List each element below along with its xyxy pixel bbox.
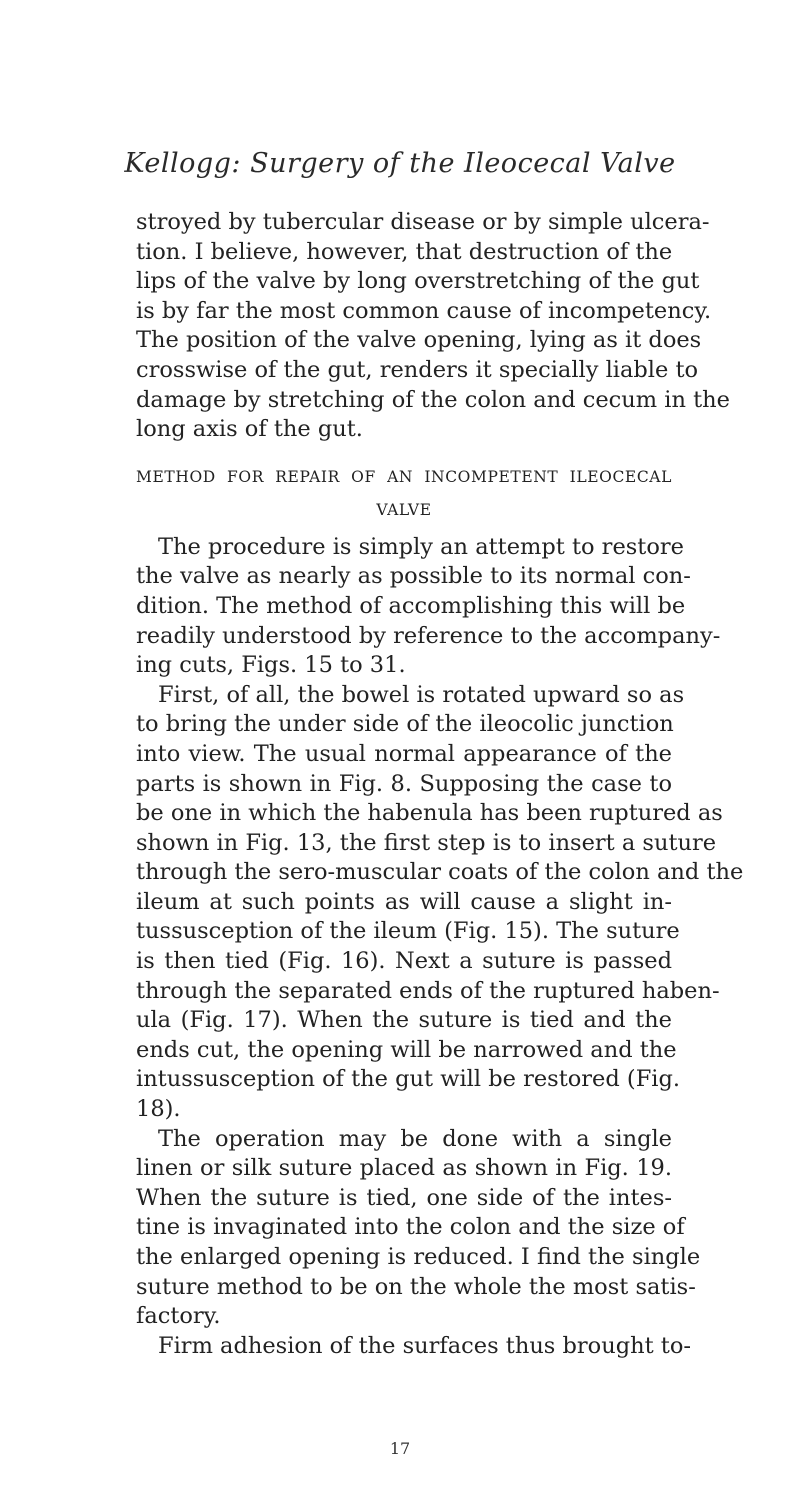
text-line: ends cut, the opening will be narrowed and the [136,1036,677,1063]
text-line: shown in Fig. 13, the first step is to insert a suture [136,829,717,856]
text-line: ing cuts, Figs. 15 to 31. [136,652,406,679]
paragraph [136,1125,701,1332]
text-line: tion. I believe, however, that destruction of the [136,238,673,265]
text-line: into view. The usual normal appearance of the [136,740,672,767]
text-line: factory. [136,1303,221,1330]
text-line: suture method to be on the whole the most satis- [136,1273,696,1300]
paragraph [136,533,721,681]
text-line: ileum at such points as will cause a slight in- [136,888,672,915]
text-line: crosswise of the gut, renders it specially liable to [136,356,699,383]
text-line: long axis of the gut. [136,416,363,443]
text-line: intussusception of the gut will be restored (Fig. [136,1066,681,1093]
paragraph [136,1332,691,1362]
text-line: linen or silk suture placed as shown in Fig. 19. [136,1155,672,1182]
paragraph [136,681,744,1125]
paragraph [136,208,730,445]
text-line: tussusception of the ileum (Fig. 15). The suture [136,918,680,945]
section-heading: METHOD FOR REPAIR OF AN INCOMPETENT ILEOCECAL [136,467,672,486]
text-line: parts is shown in Fig. 8. Supposing the case to [136,770,672,797]
text-line: When the suture is tied, one side of the intes- [136,1184,672,1211]
body-text [136,208,744,1361]
text-line: be one in which the habenula has been ruptured as [136,800,723,827]
text-line: ula (Fig. 17). When the suture is tied and the [136,1007,672,1034]
text-line: readily understood by reference to the accompany- [136,622,721,649]
text-line: through the separated ends of the ruptured haben- [136,977,720,1004]
section-heading: VALVE [376,500,432,519]
page-number: 17 [389,1439,411,1458]
text-line: tine is invaginated into the colon and the size of [136,1214,685,1241]
text-line: the valve as nearly as possible to its normal con- [136,563,691,590]
text-line: dition. The method of accomplishing this will be [136,592,686,619]
text-line: The procedure is simply an attempt to restore [158,533,684,560]
text-line: is then tied (Fig. 16). Next a suture is passed [136,948,672,975]
running-header: Kellogg: Surgery of the Ileocecal Valve [124,148,676,179]
text-line: Firm adhesion of the surfaces thus brought to- [158,1332,691,1359]
text-line: The position of the valve opening, lying as it does [136,327,702,354]
text-line: through the sero-muscular coats of the colon and the [136,859,744,886]
text-line: stroyed by tubercular disease or by simple ulcera- [136,209,710,235]
text-line: The operation may be done with a single [158,1125,672,1152]
text-line: lips of the valve by long overstretching of the gut [136,268,700,295]
text-line: to bring the under side of the ileocolic junction [136,711,674,738]
text-line: the enlarged opening is reduced. I find the single [136,1244,701,1270]
text-line: 18). [136,1096,181,1123]
text-line: is by far the most common cause of incompetency. [136,297,712,324]
text-line: First, of all, the bowel is rotated upward so as [158,681,685,708]
text-line: damage by stretching of the colon and cecum in the [136,386,730,413]
